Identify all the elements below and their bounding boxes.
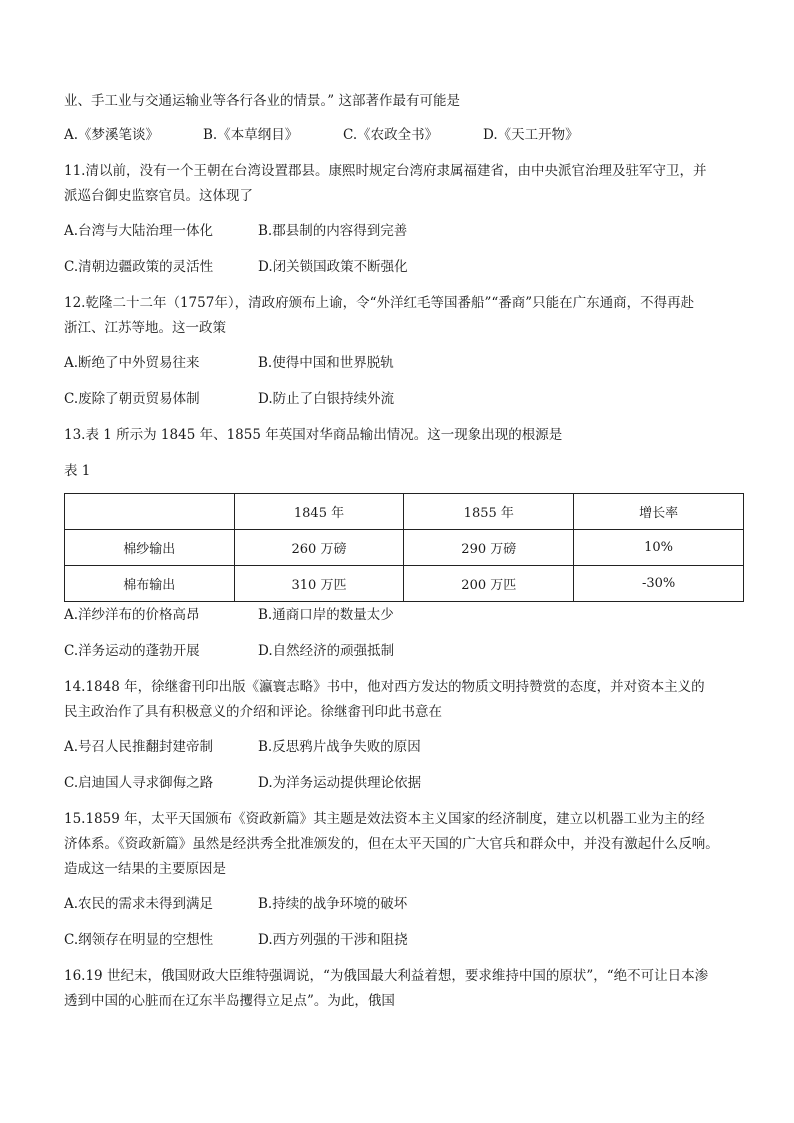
- q14-option-d: D.为洋务运动提供理论依据: [258, 775, 422, 791]
- q11-option-a: A.台湾与大陆治理一体化: [64, 223, 214, 239]
- q13-option-c: C.洋务运动的蓬勃开展: [64, 643, 200, 659]
- q16-stem-line-1: 16.19 世纪末，俄国财政大臣维特强调说，“为俄国最大利益着想，要求维持中国的原状”，“绝不可让日本渗: [64, 968, 709, 984]
- q14-stem-line-2: 民主政治作了具有积极意义的介绍和评论。徐继畬刊印此书意在: [64, 704, 442, 720]
- table-cell: 310 万匹: [234, 566, 404, 602]
- q13-stem: 13.表 1 所示为 1845 年、1855 年英国对华商品输出情况。这一现象出现的根源是: [64, 427, 563, 443]
- q14-option-c: C.启迪国人寻求御侮之路: [64, 775, 214, 791]
- q10-option-c: C.《农政全书》: [343, 127, 439, 143]
- q10-stem: 业、手工业与交通运输业等各行各业的情景。” 这部著作最有可能是: [64, 93, 460, 109]
- q12-stem-line-2: 浙江、江苏等地。这一政策: [64, 320, 226, 336]
- table-row: [65, 566, 744, 602]
- table-header-row: [65, 494, 744, 530]
- q15-stem-line-3: 造成这一结果的主要原因是: [64, 861, 226, 877]
- table-cell: 290 万磅: [404, 530, 574, 566]
- q12-option-b: B.使得中国和世界脱轨: [258, 355, 394, 371]
- q11-stem-line-1: 11.清以前，没有一个王朝在台湾设置郡县。康熙时规定台湾府隶属福建省，由中央派官治理及驻军守卫，并: [64, 163, 707, 179]
- q12-option-a: A.断绝了中外贸易往来: [64, 355, 200, 371]
- table-cell: 10%: [574, 530, 744, 566]
- q11-stem-line-2: 派巡台御史监察官员。这体现了: [64, 188, 253, 204]
- table-cell: 260 万磅: [234, 530, 404, 566]
- q14-option-a: A.号召人民推翻封建帝制: [64, 739, 214, 755]
- q13-option-d: D.自然经济的顽强抵制: [258, 643, 395, 659]
- q12-option-c: C.废除了朝贡贸易体制: [64, 391, 200, 407]
- q15-option-b: B.持续的战争环境的破坏: [258, 896, 408, 912]
- q15-stem-line-1: 15.1859 年，太平天国颁布《资政新篇》其主题是效法资本主义国家的经济制度，建立以机器工业为主的经: [64, 811, 705, 827]
- table-header-cell: 1855 年: [404, 494, 574, 530]
- q15-option-c: C.纲领存在明显的空想性: [64, 932, 214, 948]
- q12-stem-line-1: 12.乾隆二十二年（1757年），清政府颁布上谕，令“外洋红毛等国番船”“番商”只能在广东通商，不得再赴: [64, 295, 695, 311]
- export-table: [64, 493, 744, 602]
- table-header-cell: 增长率: [574, 494, 744, 530]
- table-caption: 表 1: [64, 463, 91, 479]
- q11-option-c: C.清朝边疆政策的灵活性: [64, 259, 214, 275]
- q15-option-d: D.西方列强的干涉和阻挠: [258, 932, 408, 948]
- table-row: [65, 530, 744, 566]
- q10-option-b: B.《本草纲目》: [203, 127, 299, 143]
- table-cell: -30%: [574, 566, 744, 602]
- table-cell: 200 万匹: [404, 566, 574, 602]
- q15-stem-line-2: 济体系。《资政新篇》虽然是经洪秀全批准颁发的，但在太平天国的广大官兵和群众中，并没有激起什么反响。: [64, 836, 719, 852]
- q10-option-a: A.《梦溪笔谈》: [64, 127, 160, 143]
- q12-option-d: D.防止了白银持续外流: [258, 391, 395, 407]
- q15-option-a: A.农民的需求未得到满足: [64, 896, 214, 912]
- q13-option-a: A.洋纱洋布的价格高昂: [64, 607, 200, 623]
- table-cell: 棉布输出: [65, 566, 235, 602]
- q14-stem-line-1: 14.1848 年，徐继畬刊印出版《瀛寰志略》书中，他对西方发达的物质文明持赞赏的态度，并对资本主义的: [64, 679, 705, 695]
- q10-option-d: D.《天工开物》: [483, 127, 579, 143]
- table-cell: 棉纱输出: [65, 530, 235, 566]
- table-header-cell: 1845 年: [234, 494, 404, 530]
- q11-option-b: B.郡县制的内容得到完善: [258, 223, 408, 239]
- q13-option-b: B.通商口岸的数量太少: [258, 607, 394, 623]
- q16-stem-line-2: 透到中国的心脏而在辽东半岛攫得立足点”。为此，俄国: [64, 993, 395, 1009]
- q14-option-b: B.反思鸦片战争失败的原因: [258, 739, 421, 755]
- q11-option-d: D.闭关锁国政策不断强化: [258, 259, 408, 275]
- table-header-cell: [65, 494, 235, 530]
